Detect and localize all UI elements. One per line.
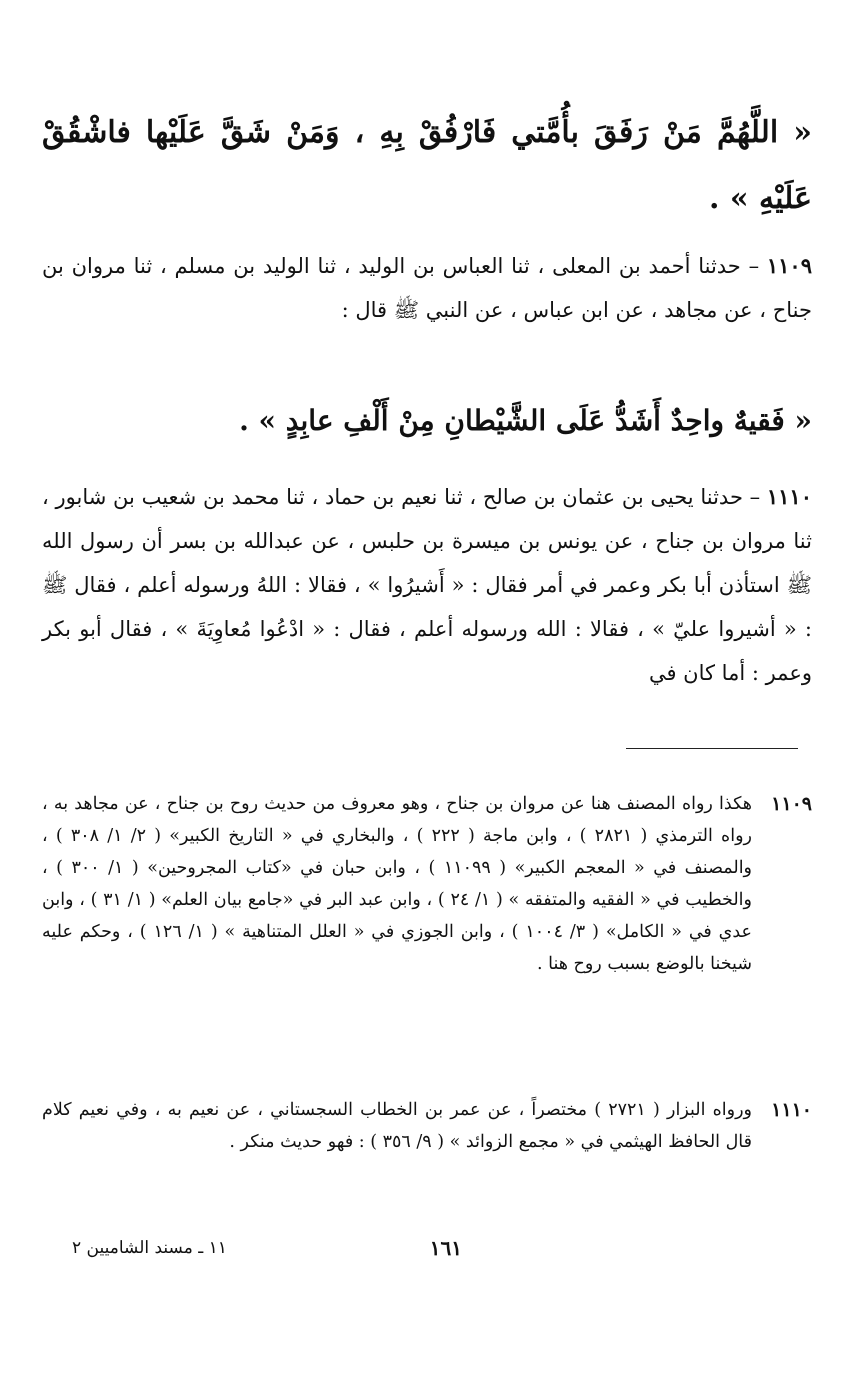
hadith-number: ١١١٠ xyxy=(766,484,812,509)
footnote-text: هكذا رواه المصنف هنا عن مروان بن جناح ، وهو معروف من حديث روح بن جناح ، عن مجاهد به ، رواه الترمذي ( ٢٨٢١ ) ، وابن ماجة ( ٢٢٢ ) ، والبخاري في « التاريخ الكبير» ( ٢/ ١/ ٣٠٨ ) ، والمصنف في « المعجم الكبير» ( ١١٠٩٩ ) ، وابن حبان في «كتاب المجروحين» ( ١/ ٣٠٠ ) ، والخطيب في « الفقيه والمتفقه » ( ١/ ٢٤ ) ، وابن عبد البر في «جامع بيان العلم» ( ١/ ٣١ ) ، وابن عدي في « الكامل» ( ٣/ ١٠٠٤ ) ، وابن الجوزي في « العلل المتناهية » ( ١/ ١٢٦ ) ، وحكم عليه شيخنا بالوضع بسبب روح هنا . xyxy=(42,794,753,974)
hadith-number: ١١٠٩ xyxy=(766,253,812,278)
hadith-1110-paragraph xyxy=(42,475,812,695)
hadith-1109-quote: « فَقيهٌ واحِدٌ أَشَدُّ عَلَى الشَّيْطانِ مِنْ أَلْفِ عابِدٍ » . xyxy=(239,404,812,437)
footnote-separator xyxy=(626,748,798,749)
footnote-number: ١١١٠ xyxy=(771,1099,812,1121)
footnote-number: ١١٠٩ xyxy=(771,793,812,815)
page-footer xyxy=(72,1236,792,1266)
footnote-1109 xyxy=(42,788,812,980)
volume-label: ١١ ـ مسند الشاميين ٢ xyxy=(72,1238,227,1258)
footnote-1110 xyxy=(42,1094,812,1158)
footnote-text: ورواه البزار ( ٢٧٢١ ) مختصراً ، عن عمر بن الخطاب السجستاني ، عن نعيم به ، وفي نعيم كلام قال الحافظ الهيثمي في « مجمع الزوائد » ( ٩/ ٣٥٦ ) : فهو حديث منكر . xyxy=(42,1100,753,1152)
hadith-1108-quote: « اللَّهُمَّ مَنْ رَفَقَ بأُمَّتي فَارْفُقْ بِهِ ، وَمَنْ شَقَّ عَلَيْها فاشْقُقْ عَلَيْهِ » . xyxy=(42,115,812,216)
hadith-chain: – حدثنا يحيى بن عثمان بن صالح ، ثنا نعيم بن حماد ، ثنا محمد بن شعيب بن شابور ، ثنا مروان بن جناح ، عن يونس بن ميسرة بن حلبس ، عن عبدالله بن بسر أن رسول الله ﷺ استأذن أبا بكر وعمر في أمر فقال : « أَشيرُوا » ، فقالا : اللهُ ورسوله أعلم ، فقال ﷺ : « أشيروا عليّ » ، فقالا : الله ورسوله أعلم ، فقال : « ادْعُوا مُعاوِيَةَ » ، فقال أبو بكر وعمر : أما كان في xyxy=(42,485,812,685)
hadith-1109-paragraph xyxy=(42,244,812,332)
page-number: ١٦١ xyxy=(429,1236,462,1260)
hadith-chain: – حدثنا أحمد بن المعلى ، ثنا العباس بن الوليد ، ثنا الوليد بن مسلم ، ثنا مروان بن جناح ، عن مجاهد ، عن ابن عباس ، عن النبي ﷺ قال : xyxy=(42,254,812,322)
